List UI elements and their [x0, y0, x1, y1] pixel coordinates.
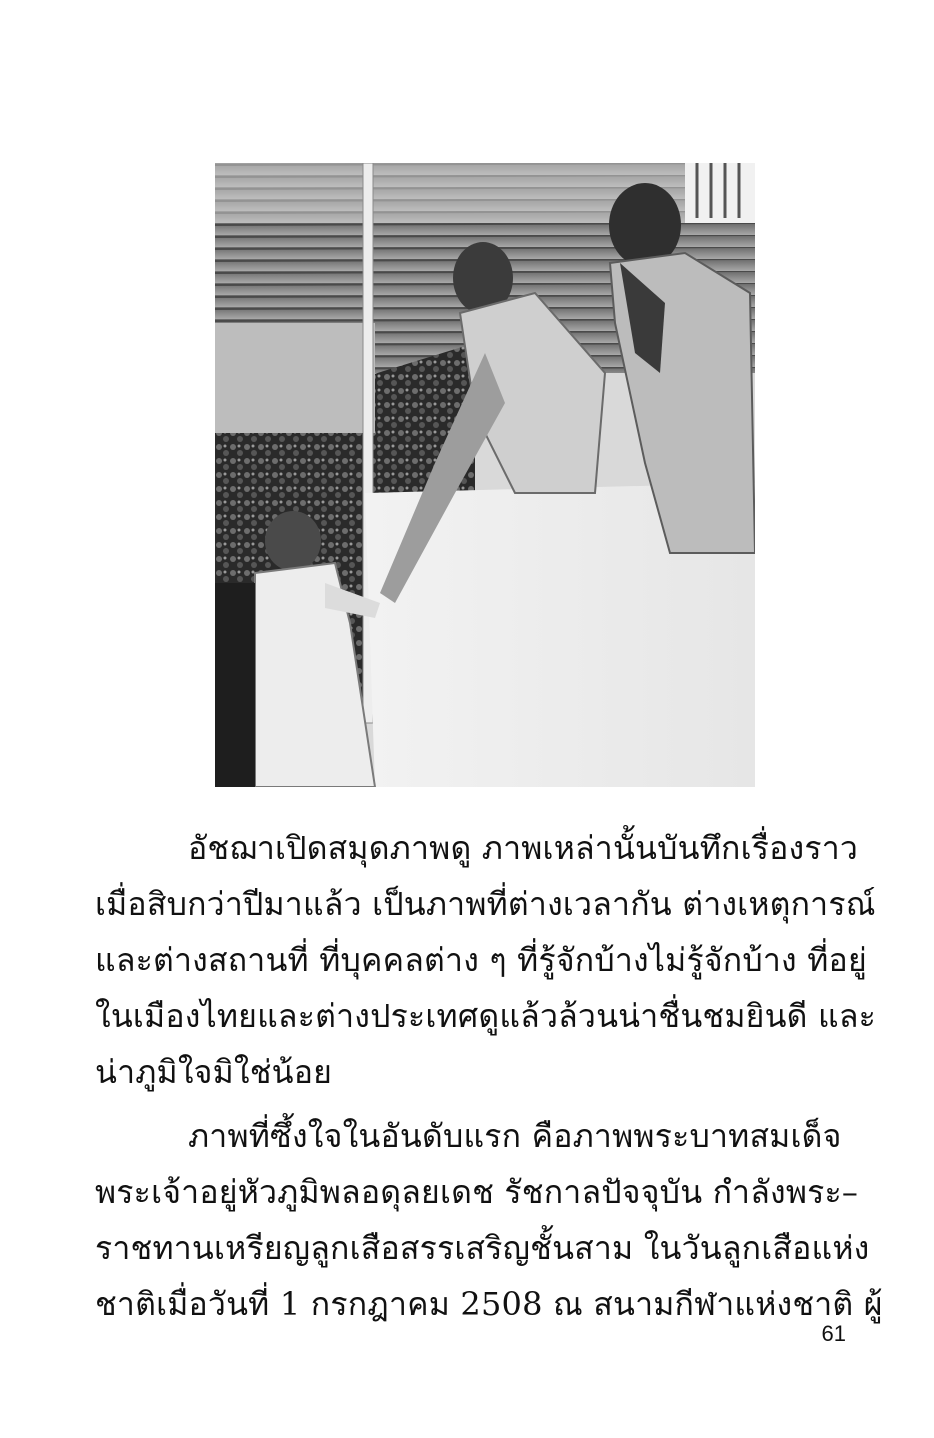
page-number: 61 [821, 1321, 846, 1346]
text-line: ในเมืองไทยและต่างประเทศดูแล้วล้วนน่าชื่นชมยินดี และ [95, 997, 877, 1035]
body-text [95, 820, 883, 1332]
photo-image [215, 163, 755, 787]
text-line: น่าภูมิใจมิใช่น้อย [95, 1053, 333, 1091]
text-line: ชาติเมื่อวันที่ 1 กรกฎาคม 2508 ณ สนามกีฬาแห่งชาติ ผู้ [95, 1285, 883, 1323]
paragraph-1 [95, 820, 877, 1100]
text-line: และต่างสถานที่ ที่บุคคลต่าง ๆ ที่รู้จักบ้างไม่รู้จักบ้าง ที่อยู่ [95, 941, 867, 979]
paragraph-2 [95, 1108, 883, 1332]
text-line: ราชทานเหรียญลูกเสือสรรเสริญชั้นสาม ในวันลูกเสือแห่ง [95, 1229, 870, 1267]
text-line: อัชฌาเปิดสมุดภาพดู ภาพเหล่านั้นบันทึกเรื่องราว [188, 829, 859, 867]
photo [215, 163, 755, 787]
text-line: เมื่อสิบกว่าปีมาแล้ว เป็นภาพที่ต่างเวลากัน ต่างเหตุการณ์ [95, 885, 876, 923]
text-line: พระเจ้าอยู่หัวภูมิพลอดุลยเดช รัชกาลปัจจุบัน กำลังพระ– [95, 1173, 859, 1211]
text-line: ภาพที่ซึ้งใจในอันดับแรก คือภาพพระบาทสมเด็จ [188, 1117, 842, 1155]
